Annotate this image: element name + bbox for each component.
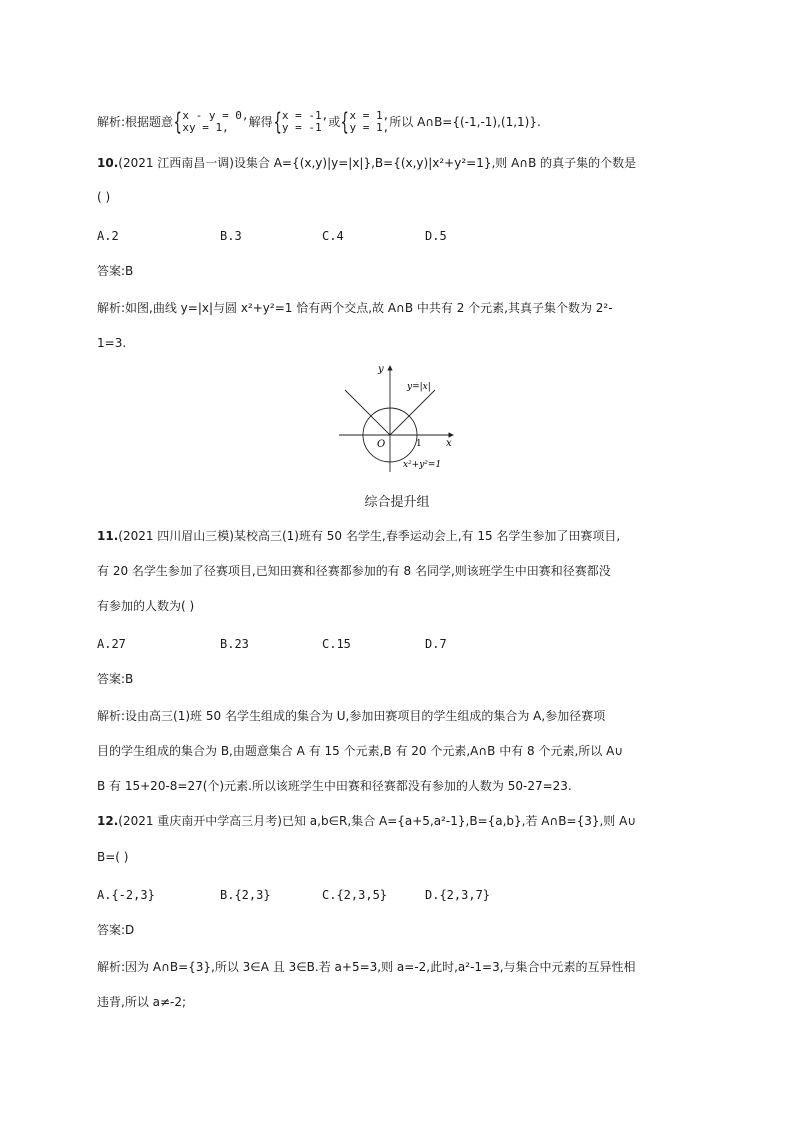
q11-stem-line-2: 有 20 名学生参加了径赛项目,已知田赛和径赛都参加的有 8 名同学,则该班学生中田赛和径赛都没 [97, 564, 611, 578]
q9-solution-mid2: 或 [328, 115, 341, 129]
q9-solution-suffix: 所以 A∩B={(-1,-1),(1,1)}. [389, 115, 541, 129]
q11-analysis-line-2: 目的学生组成的集合为 B,由题意集合 A 有 15 个元素,B 有 20 个元素,A∩B 中有 8 个元素,所以 A∪ [97, 744, 624, 758]
question-number: 12. [97, 814, 119, 828]
q11-option-a: A.27 [97, 637, 126, 651]
equation-system-3 [350, 110, 390, 134]
q9-solution-line [97, 110, 541, 134]
q10-option-d: D.5 [425, 229, 447, 243]
system-3-line-2: y = 1, [349, 121, 390, 134]
q11-stem-line-3: 有参加的人数为( ) [97, 599, 195, 613]
q10-analysis-line-1: 解析:如图,曲线 y=|x|与圆 x²+y²=1 恰有两个交点,故 A∩B 中共有 2 个元素,其真子集个数为 2²- [97, 301, 613, 315]
q12-stem-line-1 [97, 815, 636, 827]
q10-option-c: C.4 [322, 229, 344, 243]
system-1-line-2: xy = 1, [182, 121, 229, 134]
y-axis-label: y [378, 364, 384, 375]
q12-option-b: B.{2,3} [220, 888, 271, 902]
q11-stem-text: (2021 四川眉山三模)某校高三(1)班有 50 名学生,春季运动会上,有 15 名学生参加了田赛项目, [118, 529, 621, 543]
q9-solution-mid1: 解得 [248, 115, 273, 129]
equation-system-1 [182, 110, 248, 134]
system-2-line-2: y = -1 [281, 121, 322, 134]
q12-option-a: A.{-2,3} [97, 888, 155, 902]
q12-answer: 答案:D [97, 923, 135, 937]
circle-label: x²+y²=1 [403, 460, 442, 470]
q12-analysis-line-1: 解析:因为 A∩B={3},所以 3∈A 且 3∈B.若 a+5=3,则 a=-2,此时,a²-1=3,与集合中元素的互异性相 [97, 960, 636, 974]
equation-system-2 [282, 110, 328, 134]
q12-stem-text: (2021 重庆南开中学高三月考)已知 a,b∈R,集合 A={a+5,a²-1},B={a,b},若 A∩B={3},则 A∪ [118, 814, 637, 828]
q12-option-c: C.{2,3,5} [322, 888, 388, 902]
q11-option-c: C.15 [322, 637, 351, 651]
origin-label: O [377, 439, 386, 450]
q10-answer: 答案:B [97, 264, 134, 278]
system-1-line-1: x - y = 0, [182, 109, 249, 122]
left-brace: { [273, 108, 282, 136]
q12-stem-line-2: B=( ) [97, 850, 129, 864]
q11-option-b: B.23 [220, 637, 249, 651]
q12-option-d: D.{2,3,7} [425, 888, 491, 902]
unit-tick-label: 1 [416, 439, 422, 449]
q11-analysis-line-3: B 有 15+20-8=27(个)元素.所以该班学生中田赛和径赛都没有参加的人数为 50-27=23. [97, 779, 572, 793]
q10-analysis-line-2: 1=3. [97, 336, 127, 350]
q12-analysis-line-2: 违背,所以 a≠-2; [97, 995, 187, 1009]
q11-analysis-line-1: 解析:设由高三(1)班 50 名学生组成的集合为 U,参加田赛项目的学生组成的集合为 A,参加径赛项 [97, 709, 606, 723]
q10-stem-text: (2021 江西南昌一调)设集合 A={(x,y)|y=|x|},B={(x,y)|x²+y²=1},则 A∩B 的真子集的个数是 [118, 156, 637, 170]
q10-option-b: B.3 [220, 229, 242, 243]
q9-solution-prefix: 解析:根据题意 [97, 115, 174, 129]
left-brace: { [173, 108, 182, 136]
circle-absolute-value-figure [335, 360, 465, 475]
q10-stem-line-1 [97, 157, 636, 169]
q10-option-a: A.2 [97, 229, 119, 243]
question-number: 10. [97, 156, 119, 170]
curve-label: y=|x| [407, 382, 431, 392]
q11-stem-line-1 [97, 530, 620, 542]
system-2-line-1: x = -1, [281, 109, 329, 122]
x-axis-label: x [446, 438, 452, 449]
left-brace: { [340, 108, 350, 136]
q11-answer: 答案:B [97, 672, 134, 686]
question-number: 11. [97, 529, 119, 543]
q10-stem-line-2: ( ) [97, 190, 111, 204]
q11-option-d: D.7 [425, 637, 447, 651]
system-3-line-1: x = 1, [349, 109, 390, 122]
section-title: 综合提升组 [364, 495, 430, 510]
